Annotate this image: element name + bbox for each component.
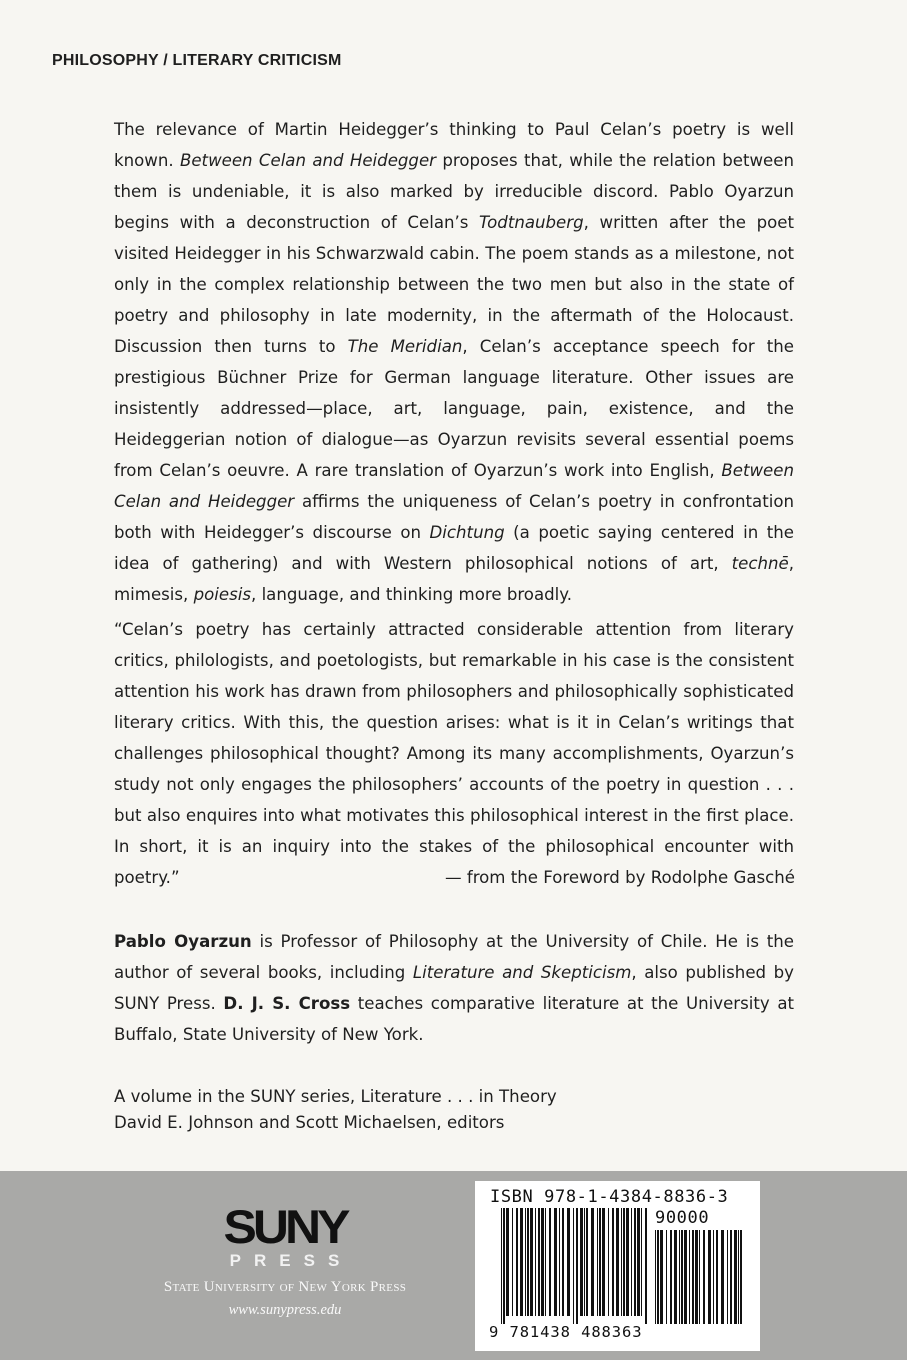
barcode-bar	[699, 1230, 700, 1324]
bio-text: teaches comparative literature at the University at Buffalo, State University of New York.	[114, 994, 794, 1044]
series-title: A volume in the SUNY series, Literature . . . in Theory	[114, 1087, 557, 1106]
bio-text: , also published by SUNY Press.	[114, 963, 794, 1013]
author-name: Pablo Oyarzun	[114, 932, 252, 951]
barcode-bar	[527, 1208, 529, 1316]
barcode-bar	[708, 1230, 711, 1324]
description-text: , language, and thinking more broadly.	[251, 585, 572, 604]
description-text: , mimesis,	[114, 554, 794, 604]
barcode-bar	[684, 1230, 687, 1324]
barcode-bar	[602, 1208, 605, 1316]
barcode-bar	[501, 1208, 502, 1324]
ean-digits: 9 781438 488363	[489, 1323, 643, 1341]
price-code: 90000	[655, 1208, 710, 1228]
book-title: Between Celan and Heidegger	[114, 461, 794, 511]
term-poiesis: poiesis	[193, 585, 252, 604]
series-editors: David E. Johnson and Scott Michaelsen, editors	[114, 1113, 505, 1132]
barcode-bar	[512, 1208, 513, 1316]
bio-text: is Professor of Philosophy at the University of Chile. He is the author of several books, including	[114, 932, 795, 982]
barcode-bar	[562, 1208, 564, 1316]
barcode-bar	[608, 1208, 609, 1316]
description-text: proposes that, while the relation between them is undeniable, it is also marked by irreducible discord. Pablo Oyarzun begins with a deconstruction of Celan’s	[114, 151, 794, 232]
barcode-bar	[580, 1208, 583, 1316]
logo-press-text: PRESS	[229, 1251, 353, 1270]
translator-name: D. J. S. Cross	[223, 994, 351, 1013]
barcode-bar	[740, 1230, 742, 1324]
barcode-bar	[612, 1208, 614, 1316]
description-text: , written after the poet visited Heidegger in his Schwarzwald cabin. The poem stands as a milestone, not only in the complex relationship between the two men but also in the state of poetry and philosophy in late modernity, in the aftermath of the Holocaust. Discussion then turns to	[114, 213, 794, 356]
barcode-bar	[730, 1230, 732, 1324]
barcode-bar	[727, 1230, 728, 1324]
barcode-bar	[559, 1208, 560, 1316]
description-text: , Celan’s acceptance speech for the prestigious Büchner Prize for German language literature. Other issues are insistently addressed—place, art, language, pain, existence, and the Heideggerian notion of dialogue—as Oyarzun revisits several essential poems from Celan’s oeuvre. A rare translation of Oyarzun’s work into English,	[114, 337, 794, 480]
barcode-bar	[634, 1208, 636, 1316]
addon-barcode-bars	[655, 1230, 743, 1326]
term-techne: technē	[731, 554, 789, 573]
barcode-bar	[530, 1208, 533, 1316]
barcode-bar	[549, 1208, 551, 1316]
barcode-bar	[681, 1230, 683, 1324]
barcode-bar	[679, 1230, 680, 1324]
barcode-bar	[670, 1230, 672, 1324]
barcode-bar	[554, 1208, 557, 1316]
description-text: affirms the uniqueness of Celan’s poetry in confrontation both with Heidegger’s discourse on	[114, 492, 794, 542]
barcode-bar	[525, 1208, 526, 1316]
barcode-bar	[721, 1230, 724, 1324]
barcode-bar	[597, 1208, 598, 1316]
barcode-bar	[716, 1230, 718, 1324]
barcode-bar	[599, 1208, 601, 1316]
description-paragraph	[114, 114, 794, 610]
barcode-bar	[506, 1208, 509, 1316]
barcode-bar	[621, 1208, 622, 1316]
barcode-bar	[567, 1208, 570, 1316]
description-text: The relevance of Martin Heidegger’s thinking to Paul Celan’s poetry is well known.	[114, 120, 794, 170]
barcode-bar	[645, 1208, 647, 1324]
barcode-bar	[616, 1208, 619, 1316]
ean-barcode-bars	[501, 1208, 651, 1326]
series-info	[114, 1084, 557, 1136]
book-title: Literature and Skepticism	[412, 963, 632, 982]
barcode-bar	[538, 1208, 540, 1316]
term-dichtung: Dichtung	[429, 523, 505, 542]
barcode-bar	[703, 1230, 705, 1324]
barcode-bar	[573, 1208, 574, 1324]
barcode-bar	[738, 1230, 739, 1324]
barcode-bar	[541, 1208, 544, 1316]
foreword-quote: “Celan’s poetry has certainly attracted considerable attention from literary critics, philologists, and poetologists, but remarkable in his case is the consistent attention his work has drawn from philosophers and philosophically sophisticated literary critics. With this, the question arises: what is it in Celan’s writings that challenges philosophical thought? Among its many accomplishments, Oyarzun’s study not only engages the philosophers’ accounts of the poetry in question . . . but also enquires into what motivates this philosophical interest in the first place. In short, it is an inquiry into the stakes of the philosophical encounter with poetry.”	[114, 620, 794, 887]
barcode-bar	[623, 1208, 625, 1316]
poem-title: Todtnauberg	[479, 213, 584, 232]
barcode-bar	[631, 1208, 632, 1316]
barcode-bar	[666, 1230, 667, 1324]
barcode-bar	[695, 1230, 698, 1324]
barcode-bar	[660, 1230, 663, 1324]
barcode-bar	[655, 1230, 656, 1324]
barcode-bar	[674, 1230, 677, 1324]
speech-title: The Meridian	[347, 337, 463, 356]
publisher-url: www.sunypress.edu	[228, 1302, 342, 1318]
book-title: Between Celan and Heidegger	[179, 151, 436, 170]
barcode-bar	[586, 1208, 588, 1316]
barcode-bar	[692, 1230, 694, 1324]
barcode-bar	[657, 1230, 659, 1324]
barcode-bar	[641, 1208, 642, 1316]
quote-attribution: — from the Foreword by Rodolphe Gasché	[444, 868, 795, 887]
description-text: (a poetic saying centered in the idea of gathering) and with Western philosophical notions of art,	[114, 523, 794, 573]
author-bio	[114, 926, 794, 1050]
barcode-bar	[503, 1208, 505, 1324]
barcode-bar	[637, 1208, 640, 1316]
barcode-bar	[713, 1230, 714, 1324]
barcode-bar	[520, 1208, 523, 1316]
category-label: PHILOSOPHY / LITERARY CRITICISM	[52, 52, 342, 69]
barcode-bar	[516, 1208, 518, 1316]
barcode-bar	[689, 1230, 690, 1324]
barcode-bar	[591, 1208, 594, 1316]
isbn-label: ISBN 978-1-4384-8836-3	[490, 1187, 729, 1207]
barcode-bar	[545, 1208, 546, 1316]
logo-suny-text: SUNY	[223, 1200, 347, 1254]
suny-press-logo	[145, 1200, 425, 1319]
footer-band	[0, 1171, 907, 1360]
barcode-bar	[734, 1230, 737, 1324]
barcode-bar	[535, 1208, 536, 1316]
barcode-bar	[626, 1208, 629, 1316]
publisher-name: State University of New York Press	[163, 1279, 407, 1295]
barcode-bar	[576, 1208, 578, 1324]
barcode-bar	[584, 1208, 585, 1316]
isbn-barcode	[475, 1181, 760, 1351]
